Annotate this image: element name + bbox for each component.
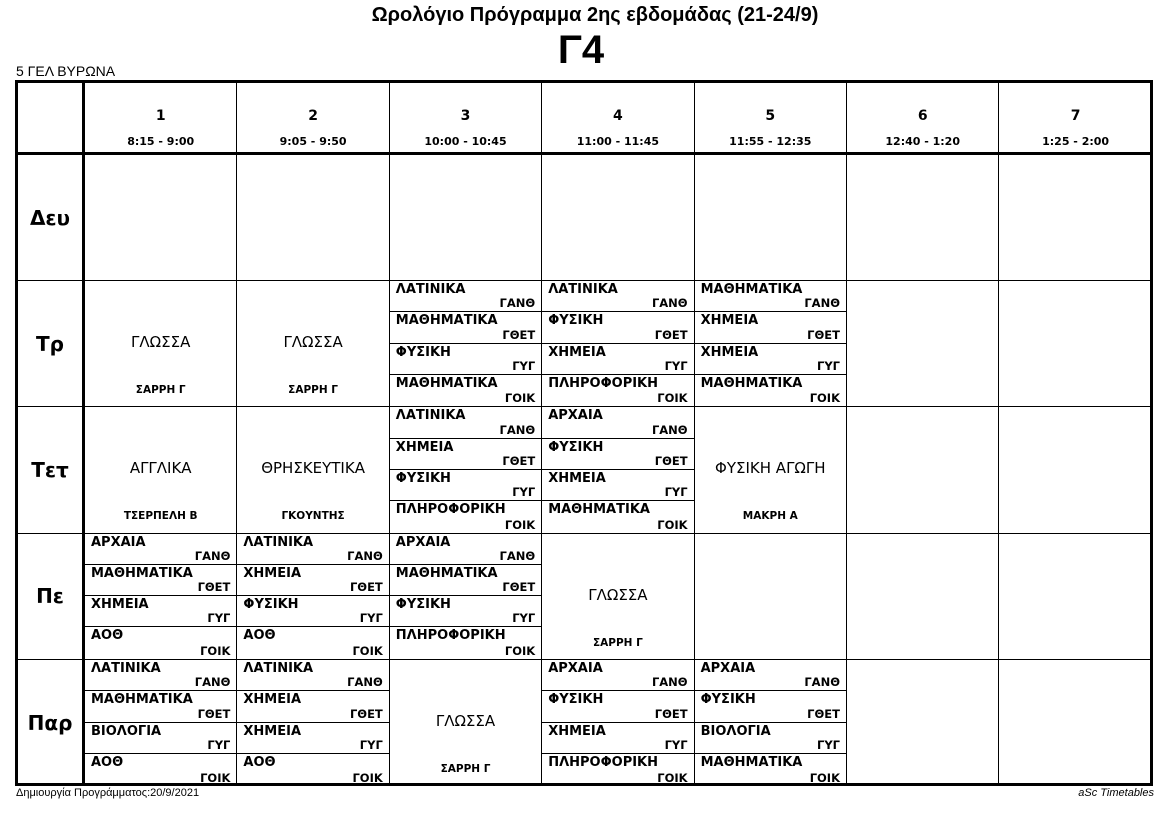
lesson-cell xyxy=(542,660,694,786)
group-code: ΓΘΕΤ xyxy=(654,706,688,721)
day-label: Πε xyxy=(18,534,85,659)
group-subject: ΦΥΣΙΚΗ xyxy=(548,313,604,329)
group-lesson xyxy=(695,344,846,375)
lesson-teacher: ΜΑΚΡΗ Α xyxy=(742,510,798,523)
lesson-cell xyxy=(85,660,237,786)
group-lesson xyxy=(695,723,846,755)
group-lesson xyxy=(85,754,236,786)
period-number: 7 xyxy=(1070,108,1081,124)
lesson-teacher: ΣΑΡΡΗ Γ xyxy=(440,762,491,775)
lesson-subject: ΘΡΗΣΚΕΥΤΙΚΑ xyxy=(261,459,365,478)
timetable-title: Ωρολόγιο Πρόγραμμα 2ης εβδομάδας (21-24/9) xyxy=(371,4,819,26)
group-lesson xyxy=(85,627,236,658)
lesson-subject: ΓΛΩΣΣΑ xyxy=(283,333,343,352)
group-code: ΓΥΓ xyxy=(207,738,231,753)
lesson-teacher: ΣΑΡΡΗ Γ xyxy=(135,384,186,397)
group-lesson xyxy=(542,470,693,501)
group-subject: ΑΟΘ xyxy=(91,628,124,644)
group-subject: ΜΑΘΗΜΑΤΙΚΑ xyxy=(91,692,193,708)
group-lesson xyxy=(390,375,541,406)
lesson-cell xyxy=(999,534,1151,659)
group-code: ΓΑΝΘ xyxy=(651,296,688,311)
group-lesson xyxy=(390,439,541,470)
school-name: 5 ΓΕΛ ΒΥΡΩΝΑ xyxy=(16,63,116,79)
group-lesson xyxy=(390,281,541,312)
period-number: 6 xyxy=(917,108,928,124)
group-lesson xyxy=(390,312,541,343)
group-lesson xyxy=(390,627,541,658)
group-subject: ΑΟΘ xyxy=(243,755,276,771)
day-label: Τετ xyxy=(18,407,85,532)
lesson-cell xyxy=(847,660,999,786)
period-time: 11:00 - 11:45 xyxy=(576,135,660,148)
group-subject: ΑΡΧΑΙΑ xyxy=(91,534,146,550)
lesson-cell xyxy=(695,281,847,406)
group-code: ΓΑΝΘ xyxy=(347,548,383,563)
group-lesson xyxy=(237,691,388,723)
group-subject: ΧΗΜΕΙΑ xyxy=(548,344,606,360)
group-code: ΓΥΓ xyxy=(512,359,536,374)
lesson-cell xyxy=(999,660,1151,786)
group-subject: ΧΗΜΕΙΑ xyxy=(548,723,606,739)
group-subject: ΛΑΤΙΝΙΚΑ xyxy=(243,660,314,676)
group-lesson xyxy=(542,439,693,470)
group-code: ΓΟΙΚ xyxy=(809,391,840,406)
lesson-subject: ΓΛΩΣΣΑ xyxy=(435,711,496,730)
group-subject: ΑΡΧΑΙΑ xyxy=(548,408,603,424)
group-lesson xyxy=(237,534,388,565)
lesson-cell xyxy=(390,155,542,280)
period-number: 4 xyxy=(613,108,623,124)
group-code: ΓΘΕΤ xyxy=(807,706,840,721)
group-lesson xyxy=(237,754,388,786)
day-row-2 xyxy=(18,281,1150,407)
group-subject: ΜΑΘΗΜΑΤΙΚΑ xyxy=(395,376,498,392)
group-subject: ΛΑΤΙΝΙΚΑ xyxy=(395,282,466,298)
group-subject: ΜΑΘΗΜΑΤΙΚΑ xyxy=(700,755,803,771)
lesson-cell xyxy=(85,407,237,532)
group-subject: ΧΗΜΕΙΑ xyxy=(395,439,454,455)
group-code: ΓΑΝΘ xyxy=(499,548,536,563)
lesson-cell xyxy=(695,534,847,659)
group-lesson xyxy=(542,312,693,343)
group-code: ΓΘΕΤ xyxy=(502,453,536,468)
group-lesson xyxy=(390,470,541,501)
group-subject: ΜΑΘΗΜΑΤΙΚΑ xyxy=(91,565,193,581)
group-code: ΓΑΝΘ xyxy=(194,675,231,690)
group-lesson xyxy=(237,627,388,658)
group-lesson xyxy=(390,407,541,438)
group-code: ΓΘΕΤ xyxy=(349,580,383,595)
group-lesson xyxy=(390,596,541,627)
group-subject: ΦΥΣΙΚΗ xyxy=(548,692,604,708)
group-code: ΓΑΝΘ xyxy=(651,675,688,690)
group-lesson xyxy=(237,723,388,755)
group-subject: ΛΑΤΙΝΙΚΑ xyxy=(91,660,161,676)
group-lesson xyxy=(542,501,693,532)
group-code: ΓΟΙΚ xyxy=(657,391,688,406)
period-time: 12:40 - 1:20 xyxy=(885,135,960,148)
group-subject: ΑΡΧΑΙΑ xyxy=(548,660,603,676)
day-row-3 xyxy=(18,407,1150,533)
group-code: ΓΟΙΚ xyxy=(504,643,536,658)
lesson-cell xyxy=(237,660,389,786)
group-subject: ΠΛΗΡΟΦΟΡΙΚΗ xyxy=(548,376,659,392)
group-code: ΓΟΙΚ xyxy=(352,770,383,785)
day-label: Παρ xyxy=(18,660,85,786)
group-code: ΓΘΕΤ xyxy=(197,706,231,721)
group-subject: ΛΑΤΙΝΙΚΑ xyxy=(395,408,466,424)
group-lesson xyxy=(542,344,693,375)
lesson-cell xyxy=(695,155,847,280)
lesson-cell xyxy=(390,660,542,786)
group-subject: ΜΑΘΗΜΑΤΙΚΑ xyxy=(395,313,498,329)
group-code: ΓΑΝΘ xyxy=(499,296,536,311)
group-code: ΓΟΙΚ xyxy=(200,770,231,785)
group-subject: ΠΛΗΡΟΦΟΡΙΚΗ xyxy=(548,755,659,771)
group-code: ΓΑΝΘ xyxy=(194,548,231,563)
day-label: Τρ xyxy=(18,281,85,406)
group-subject: ΜΑΘΗΜΑΤΙΚΑ xyxy=(548,502,650,518)
group-subject: ΧΗΜΕΙΑ xyxy=(548,470,606,486)
group-code: ΓΘΕΤ xyxy=(502,580,536,595)
group-code: ΓΥΓ xyxy=(664,359,688,374)
group-subject: ΑΡΧΑΙΑ xyxy=(395,534,451,550)
group-code: ΓΥΓ xyxy=(664,485,688,500)
timetable-grid xyxy=(15,80,1153,786)
group-subject: ΧΗΜΕΙΑ xyxy=(243,692,302,708)
day-row-5 xyxy=(18,660,1150,786)
group-subject: ΛΑΤΙΝΙΚΑ xyxy=(548,282,618,298)
group-lesson xyxy=(695,312,846,343)
group-subject: ΦΥΣΙΚΗ xyxy=(395,597,451,613)
period-time: 9:05 - 9:50 xyxy=(279,135,347,148)
group-lesson xyxy=(542,754,693,786)
period-header-1 xyxy=(85,83,237,152)
lesson-cell xyxy=(390,407,542,532)
group-code: ΓΘΕΤ xyxy=(502,327,536,342)
lesson-teacher: ΤΣΕΡΠΕΛΗ Β xyxy=(123,510,198,523)
group-code: ΓΥΓ xyxy=(207,611,231,626)
group-code: ΓΑΝΘ xyxy=(804,296,840,311)
group-lesson xyxy=(542,723,693,755)
lesson-cell xyxy=(237,155,389,280)
group-subject: ΑΡΧΑΙΑ xyxy=(700,660,756,676)
day-label: Δευ xyxy=(18,155,85,280)
group-lesson xyxy=(542,407,693,438)
group-code: ΓΘΕΤ xyxy=(807,327,840,342)
group-subject: ΑΟΘ xyxy=(91,755,124,771)
group-subject: ΦΥΣΙΚΗ xyxy=(395,344,451,360)
group-code: ΓΥΓ xyxy=(512,485,536,500)
period-header-7 xyxy=(999,83,1151,152)
lesson-cell xyxy=(85,534,237,659)
lesson-teacher: ΣΑΡΡΗ Γ xyxy=(592,636,643,649)
group-subject: ΜΑΘΗΜΑΤΙΚΑ xyxy=(395,565,498,581)
lesson-cell xyxy=(847,281,999,406)
group-subject: ΠΛΗΡΟΦΟΡΙΚΗ xyxy=(395,628,506,644)
lesson-cell xyxy=(542,534,694,659)
period-time: 11:55 - 12:35 xyxy=(729,135,812,148)
corner-cell xyxy=(18,83,85,152)
group-code: ΓΥΓ xyxy=(664,738,688,753)
group-code: ΓΟΙΚ xyxy=(352,643,383,658)
group-lesson xyxy=(390,501,541,532)
group-code: ΓΥΓ xyxy=(512,611,536,626)
group-lesson xyxy=(542,281,693,312)
lesson-subject: ΦΥΣΙΚΗ ΑΓΩΓΗ xyxy=(715,459,826,478)
group-subject: ΛΑΤΙΝΙΚΑ xyxy=(243,534,314,550)
lesson-cell xyxy=(999,407,1151,532)
lesson-cell xyxy=(847,407,999,532)
group-lesson xyxy=(85,660,236,692)
period-header-3 xyxy=(390,83,542,152)
lesson-subject: ΓΛΩΣΣΑ xyxy=(131,333,191,352)
lesson-cell xyxy=(542,155,694,280)
lesson-cell xyxy=(85,155,237,280)
day-row-1 xyxy=(18,155,1150,281)
group-lesson xyxy=(695,754,846,786)
group-lesson xyxy=(237,565,388,596)
group-code: ΓΟΙΚ xyxy=(504,391,536,406)
group-code: ΓΘΕΤ xyxy=(654,453,688,468)
group-subject: ΑΟΘ xyxy=(243,628,276,644)
group-lesson xyxy=(85,691,236,723)
group-code: ΓΑΝΘ xyxy=(804,675,840,690)
period-header-4 xyxy=(542,83,694,152)
lesson-cell xyxy=(542,407,694,532)
group-code: ΓΥΓ xyxy=(359,611,383,626)
group-lesson xyxy=(237,660,388,692)
group-subject: ΦΥΣΙΚΗ xyxy=(700,692,756,708)
group-lesson xyxy=(695,375,846,406)
period-number: 5 xyxy=(765,108,776,124)
period-header-2 xyxy=(237,83,389,152)
lesson-teacher: ΓΚΟΥΝΤΗΣ xyxy=(281,510,345,523)
group-code: ΓΘΕΤ xyxy=(654,327,688,342)
group-code: ΓΥΓ xyxy=(359,738,383,753)
group-subject: ΠΛΗΡΟΦΟΡΙΚΗ xyxy=(395,502,506,518)
lesson-cell xyxy=(695,407,847,532)
group-code: ΓΑΝΘ xyxy=(347,675,383,690)
lesson-teacher: ΣΑΡΡΗ Γ xyxy=(288,384,338,397)
group-subject: ΦΥΣΙΚΗ xyxy=(395,470,451,486)
group-lesson xyxy=(85,596,236,627)
group-subject: ΒΙΟΛΟΓΙΑ xyxy=(91,723,162,739)
group-code: ΓΟΙΚ xyxy=(657,770,688,785)
lesson-cell xyxy=(390,534,542,659)
group-lesson xyxy=(390,565,541,596)
group-code: ΓΟΙΚ xyxy=(504,517,536,532)
lesson-cell xyxy=(237,281,389,406)
period-header-row xyxy=(18,83,1150,155)
group-code: ΓΘΕΤ xyxy=(349,706,383,721)
group-code: ΓΟΙΚ xyxy=(200,643,231,658)
period-number: 2 xyxy=(308,108,318,124)
group-lesson xyxy=(85,723,236,755)
group-lesson xyxy=(237,596,388,627)
group-subject: ΧΗΜΕΙΑ xyxy=(700,344,759,360)
period-header-5 xyxy=(695,83,847,152)
group-code: ΓΑΝΘ xyxy=(651,422,688,437)
group-lesson xyxy=(542,660,693,692)
group-subject: ΒΙΟΛΟΓΙΑ xyxy=(700,723,771,739)
group-code: ΓΥΓ xyxy=(817,359,840,374)
group-code: ΓΟΙΚ xyxy=(809,770,840,785)
lesson-cell xyxy=(390,281,542,406)
lesson-cell xyxy=(237,534,389,659)
group-subject: ΜΑΘΗΜΑΤΙΚΑ xyxy=(700,282,803,298)
generator-credit: aSc Timetables xyxy=(1078,787,1154,799)
group-lesson xyxy=(542,691,693,723)
creation-date: Δημιουργία Προγράμματος:20/9/2021 xyxy=(16,787,200,799)
period-time: 10:00 - 10:45 xyxy=(424,135,507,148)
group-subject: ΜΑΘΗΜΑΤΙΚΑ xyxy=(700,376,803,392)
group-code: ΓΑΝΘ xyxy=(499,422,536,437)
group-subject: ΧΗΜΕΙΑ xyxy=(91,597,149,613)
period-number: 3 xyxy=(460,108,471,124)
lesson-cell xyxy=(999,281,1151,406)
lesson-cell xyxy=(847,534,999,659)
period-time: 1:25 - 2:00 xyxy=(1042,135,1110,148)
group-lesson xyxy=(542,375,693,406)
period-header-6 xyxy=(847,83,999,152)
group-lesson xyxy=(85,565,236,596)
lesson-subject: ΓΛΩΣΣΑ xyxy=(588,585,648,604)
group-lesson xyxy=(85,534,236,565)
lesson-cell xyxy=(237,407,389,532)
group-lesson xyxy=(390,534,541,565)
group-code: ΓΟΙΚ xyxy=(657,517,688,532)
group-lesson xyxy=(390,344,541,375)
group-subject: ΧΗΜΕΙΑ xyxy=(243,723,302,739)
day-row-4 xyxy=(18,534,1150,660)
group-subject: ΧΗΜΕΙΑ xyxy=(700,313,759,329)
group-subject: ΦΥΣΙΚΗ xyxy=(243,597,299,613)
group-code: ΓΘΕΤ xyxy=(197,580,231,595)
period-time: 8:15 - 9:00 xyxy=(127,135,195,148)
lesson-cell xyxy=(695,660,847,786)
group-subject: ΧΗΜΕΙΑ xyxy=(243,565,302,581)
period-number: 1 xyxy=(155,108,166,124)
lesson-cell xyxy=(85,281,237,406)
lesson-subject: ΑΓΓΛΙΚΑ xyxy=(129,459,192,478)
group-code: ΓΥΓ xyxy=(817,738,840,753)
group-subject: ΦΥΣΙΚΗ xyxy=(548,439,604,455)
class-name: Γ4 xyxy=(557,28,605,72)
lesson-cell xyxy=(999,155,1151,280)
group-lesson xyxy=(695,691,846,723)
group-lesson xyxy=(695,660,846,692)
lesson-cell xyxy=(847,155,999,280)
lesson-cell xyxy=(542,281,694,406)
group-lesson xyxy=(695,281,846,312)
